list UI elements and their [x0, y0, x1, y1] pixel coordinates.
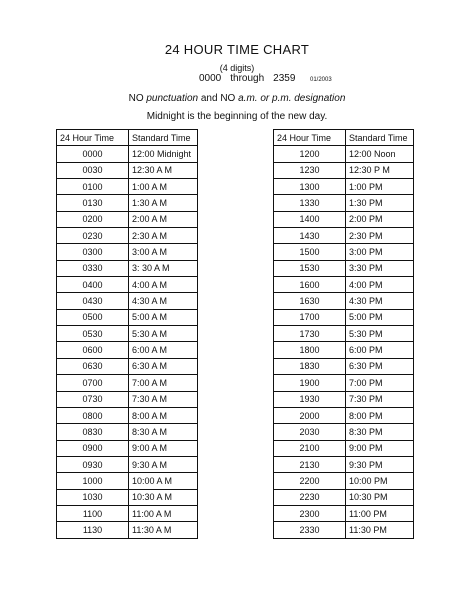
cell-standard-time: 4:00 A M — [129, 277, 198, 293]
range-through: through — [230, 73, 265, 84]
digits-note: (4 digits) — [219, 63, 255, 73]
cell-standard-time: 12:30 A M — [129, 162, 198, 178]
cell-standard-time: 7:00 A M — [129, 375, 198, 391]
table-row — [57, 277, 198, 293]
cell-standard-time: 1:00 PM — [346, 179, 414, 195]
table-row — [274, 162, 414, 178]
cell-24-hour-time: 1730 — [274, 326, 346, 342]
cell-24-hour-time: 1630 — [274, 293, 346, 309]
table-row — [274, 456, 414, 472]
cell-standard-time: 9:30 PM — [346, 456, 414, 472]
cell-24-hour-time: 2330 — [274, 522, 346, 538]
cell-24-hour-time: 1530 — [274, 260, 346, 276]
table-row — [274, 489, 414, 505]
cell-standard-time: 6:00 A M — [129, 342, 198, 358]
cell-standard-time: 12:00 Midnight — [129, 146, 198, 162]
cell-24-hour-time: 2300 — [274, 505, 346, 521]
note-emphasis-2: a.m. or p.m. designation — [238, 93, 346, 104]
table-row — [274, 424, 414, 440]
table-row — [57, 456, 198, 472]
cell-24-hour-time: 1500 — [274, 244, 346, 260]
cell-standard-time: 9:00 PM — [346, 440, 414, 456]
table-row — [274, 146, 414, 162]
cell-standard-time: 5:00 A M — [129, 309, 198, 325]
cell-standard-time: 6:30 A M — [129, 358, 198, 374]
cell-standard-time: 5:00 PM — [346, 309, 414, 325]
note-emphasis-1: punctuation — [146, 93, 199, 104]
column-header-24-hour: 24 Hour Time — [274, 130, 346, 146]
cell-standard-time: 6:30 PM — [346, 358, 414, 374]
cell-24-hour-time: 1330 — [274, 195, 346, 211]
page-title: 24 HOUR TIME CHART — [164, 42, 310, 57]
cell-24-hour-time: 0300 — [57, 244, 129, 260]
table-row — [57, 375, 198, 391]
table-row — [57, 228, 198, 244]
range-line — [199, 73, 295, 84]
column-header-standard: Standard Time — [346, 130, 414, 146]
table-row — [57, 424, 198, 440]
cell-standard-time: 1:00 A M — [129, 179, 198, 195]
cell-standard-time: 1:30 A M — [129, 195, 198, 211]
cell-24-hour-time: 0800 — [57, 407, 129, 423]
cell-standard-time: 3:00 PM — [346, 244, 414, 260]
cell-24-hour-time: 0530 — [57, 326, 129, 342]
date-code: 01/2003 — [310, 77, 332, 83]
cell-24-hour-time: 1030 — [57, 489, 129, 505]
cell-standard-time: 11:30 A M — [129, 522, 198, 538]
cell-24-hour-time: 0200 — [57, 211, 129, 227]
time-table-am — [56, 129, 198, 539]
cell-standard-time: 6:00 PM — [346, 342, 414, 358]
cell-standard-time: 10:00 PM — [346, 473, 414, 489]
cell-standard-time: 3:00 A M — [129, 244, 198, 260]
table-header-row — [274, 130, 414, 146]
cell-standard-time: 11:00 A M — [129, 505, 198, 521]
cell-standard-time: 12:00 Noon — [346, 146, 414, 162]
table-row — [57, 326, 198, 342]
cell-standard-time: 7:00 PM — [346, 375, 414, 391]
cell-24-hour-time: 1830 — [274, 358, 346, 374]
cell-24-hour-time: 0630 — [57, 358, 129, 374]
cell-24-hour-time: 0130 — [57, 195, 129, 211]
cell-24-hour-time: 0600 — [57, 342, 129, 358]
table-row — [57, 391, 198, 407]
cell-24-hour-time: 0930 — [57, 456, 129, 472]
table-row — [274, 260, 414, 276]
table-row — [57, 162, 198, 178]
cell-24-hour-time: 2100 — [274, 440, 346, 456]
midnight-note: Midnight is the beginning of the new day. — [146, 111, 328, 122]
cell-standard-time: 2:30 A M — [129, 228, 198, 244]
cell-24-hour-time: 2200 — [274, 473, 346, 489]
cell-standard-time: 4:00 PM — [346, 277, 414, 293]
cell-24-hour-time: 1300 — [274, 179, 346, 195]
cell-24-hour-time: 0430 — [57, 293, 129, 309]
cell-24-hour-time: 1930 — [274, 391, 346, 407]
cell-24-hour-time: 1100 — [57, 505, 129, 521]
table-row — [274, 358, 414, 374]
table-row — [57, 309, 198, 325]
table-row — [274, 293, 414, 309]
table-row — [274, 211, 414, 227]
table-row — [57, 342, 198, 358]
cell-24-hour-time: 1130 — [57, 522, 129, 538]
table-row — [57, 522, 198, 538]
cell-24-hour-time: 1700 — [274, 309, 346, 325]
cell-24-hour-time: 1900 — [274, 375, 346, 391]
table-row — [57, 260, 198, 276]
cell-standard-time: 5:30 A M — [129, 326, 198, 342]
cell-standard-time: 3: 30 A M — [129, 260, 198, 276]
cell-standard-time: 7:30 PM — [346, 391, 414, 407]
cell-24-hour-time: 2000 — [274, 407, 346, 423]
table-row — [57, 293, 198, 309]
table-header-row — [57, 130, 198, 146]
cell-24-hour-time: 0030 — [57, 162, 129, 178]
cell-24-hour-time: 1230 — [274, 162, 346, 178]
cell-24-hour-time: 2130 — [274, 456, 346, 472]
cell-standard-time: 12:30 P M — [346, 162, 414, 178]
cell-standard-time: 7:30 A M — [129, 391, 198, 407]
table-row — [274, 309, 414, 325]
table-row — [57, 440, 198, 456]
table-row — [274, 277, 414, 293]
column-header-standard: Standard Time — [129, 130, 198, 146]
table-row — [274, 473, 414, 489]
cell-standard-time: 4:30 PM — [346, 293, 414, 309]
table-row — [57, 505, 198, 521]
table-row — [274, 440, 414, 456]
cell-24-hour-time: 0900 — [57, 440, 129, 456]
table-row — [274, 195, 414, 211]
cell-standard-time: 5:30 PM — [346, 326, 414, 342]
cell-standard-time: 1:30 PM — [346, 195, 414, 211]
cell-24-hour-time: 0400 — [57, 277, 129, 293]
cell-standard-time: 9:30 A M — [129, 456, 198, 472]
cell-standard-time: 10:00 A M — [129, 473, 198, 489]
table-row — [57, 195, 198, 211]
cell-standard-time: 11:00 PM — [346, 505, 414, 521]
cell-24-hour-time: 1000 — [57, 473, 129, 489]
cell-standard-time: 8:30 A M — [129, 424, 198, 440]
cell-standard-time: 9:00 A M — [129, 440, 198, 456]
cell-24-hour-time: 1200 — [274, 146, 346, 162]
cell-24-hour-time: 0330 — [57, 260, 129, 276]
table-row — [274, 407, 414, 423]
range-start: 0000 — [199, 73, 222, 84]
table-row — [57, 473, 198, 489]
range-end: 2359 — [273, 73, 296, 84]
note-text-2: and NO — [198, 93, 239, 104]
cell-standard-time: 2:00 PM — [346, 211, 414, 227]
table-row — [57, 146, 198, 162]
table-row — [274, 522, 414, 538]
table-row — [274, 342, 414, 358]
cell-standard-time: 8:30 PM — [346, 424, 414, 440]
cell-24-hour-time: 0500 — [57, 309, 129, 325]
note-text-1: NO — [128, 93, 147, 104]
table-row — [57, 489, 198, 505]
cell-24-hour-time: 0830 — [57, 424, 129, 440]
cell-standard-time: 8:00 A M — [129, 407, 198, 423]
table-row — [274, 505, 414, 521]
cell-24-hour-time: 1400 — [274, 211, 346, 227]
table-row — [274, 228, 414, 244]
cell-24-hour-time: 2230 — [274, 489, 346, 505]
table-row — [274, 391, 414, 407]
cell-24-hour-time: 0100 — [57, 179, 129, 195]
cell-24-hour-time: 0700 — [57, 375, 129, 391]
table-row — [274, 179, 414, 195]
cell-standard-time: 10:30 A M — [129, 489, 198, 505]
cell-standard-time: 8:00 PM — [346, 407, 414, 423]
cell-24-hour-time: 1800 — [274, 342, 346, 358]
cell-standard-time: 3:30 PM — [346, 260, 414, 276]
cell-standard-time: 2:00 A M — [129, 211, 198, 227]
time-table-pm — [273, 129, 414, 539]
cell-standard-time: 2:30 PM — [346, 228, 414, 244]
format-note — [0, 93, 474, 104]
cell-24-hour-time: 0730 — [57, 391, 129, 407]
table-row — [57, 211, 198, 227]
cell-24-hour-time: 0230 — [57, 228, 129, 244]
table-row — [274, 375, 414, 391]
cell-24-hour-time: 1600 — [274, 277, 346, 293]
cell-24-hour-time: 0000 — [57, 146, 129, 162]
column-header-24-hour: 24 Hour Time — [57, 130, 129, 146]
table-row — [57, 407, 198, 423]
table-row — [57, 244, 198, 260]
table-row — [57, 179, 198, 195]
table-row — [274, 244, 414, 260]
cell-24-hour-time: 1430 — [274, 228, 346, 244]
cell-standard-time: 11:30 PM — [346, 522, 414, 538]
table-row — [274, 326, 414, 342]
cell-standard-time: 10:30 PM — [346, 489, 414, 505]
cell-24-hour-time: 2030 — [274, 424, 346, 440]
cell-standard-time: 4:30 A M — [129, 293, 198, 309]
table-row — [57, 358, 198, 374]
